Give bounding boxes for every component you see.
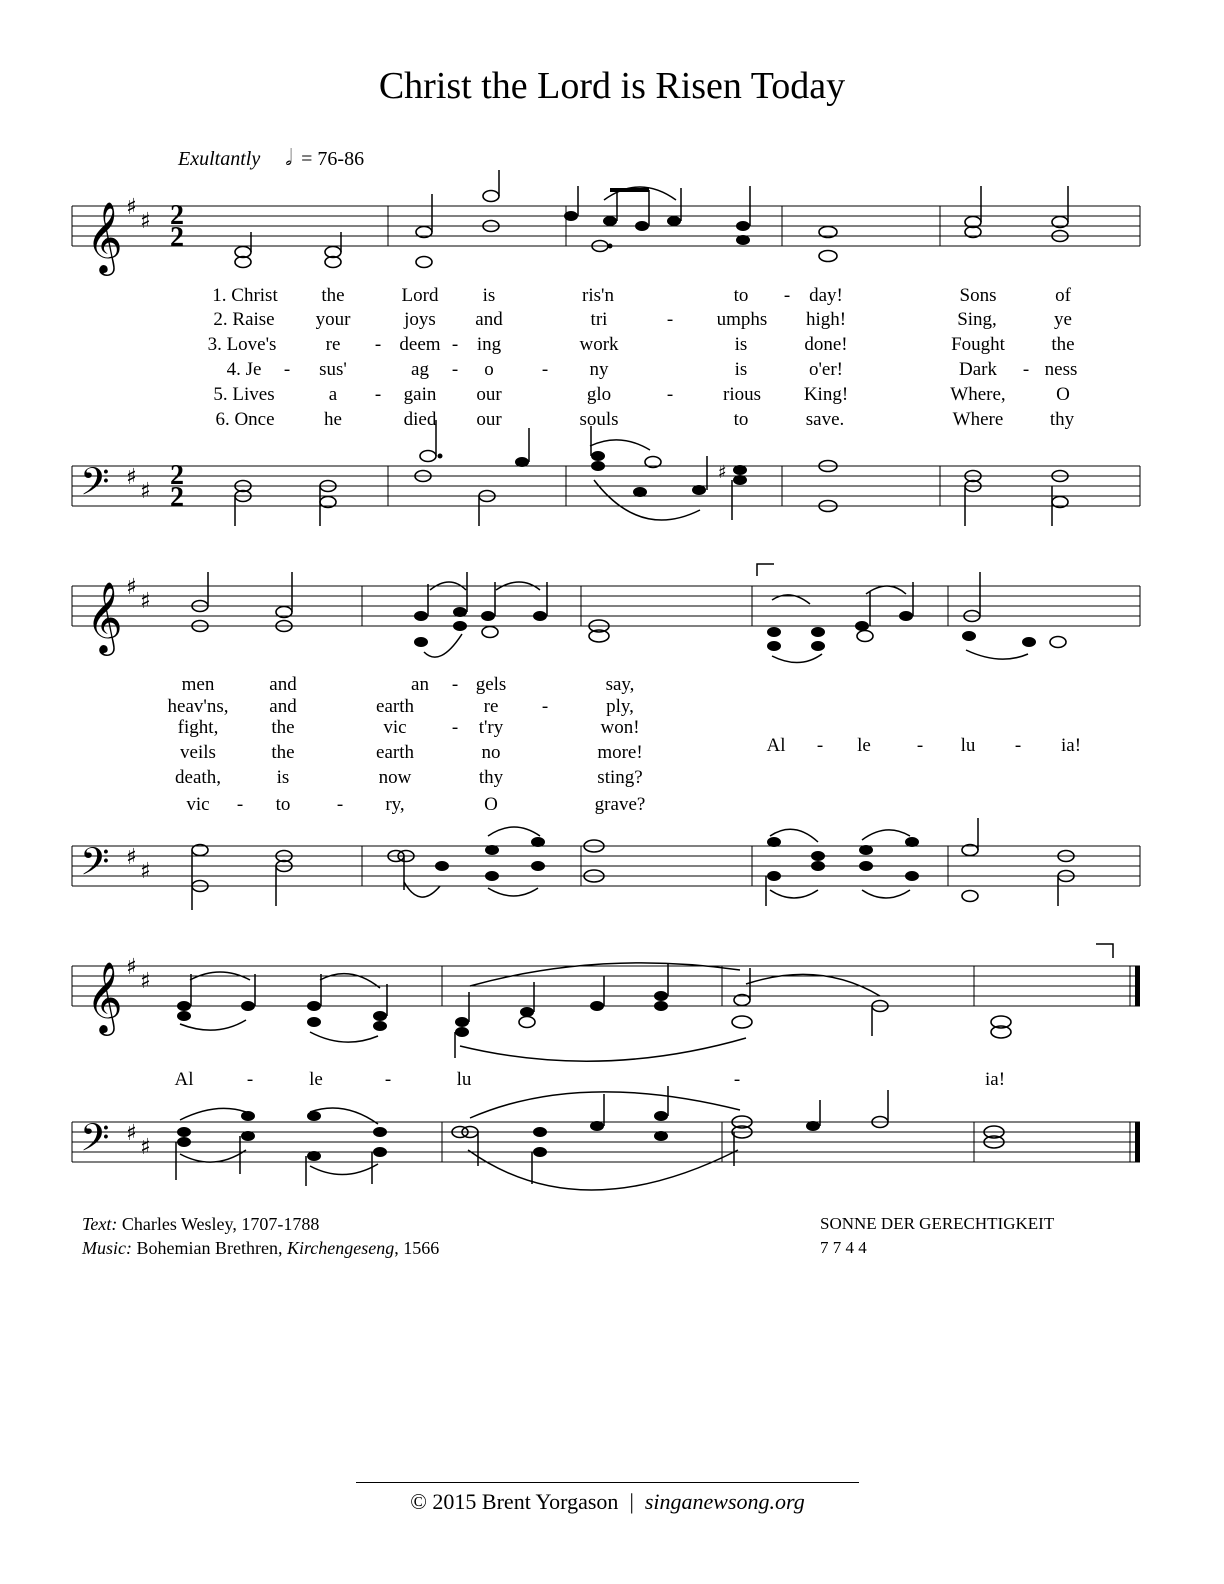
text-credit: Text: Charles Wesley, 1707-1788 bbox=[82, 1214, 320, 1234]
svg-text:♯: ♯ bbox=[140, 859, 151, 884]
verse-5-line-2: death, is now thy sting? bbox=[175, 767, 643, 788]
verse-2-line-2: heav'ns, and earth re - ply, bbox=[167, 696, 634, 717]
page-footer bbox=[356, 1482, 859, 1515]
footer-separator: | bbox=[629, 1489, 634, 1514]
tune-info bbox=[820, 1212, 1054, 1260]
verse-5-line-1: 5. Lives a - gain our glo - rious King! Where, O bbox=[213, 384, 1070, 405]
hymn-credits bbox=[82, 1212, 439, 1260]
svg-text:2: 2 bbox=[170, 222, 184, 253]
svg-text:♯: ♯ bbox=[140, 479, 151, 504]
svg-text:♯: ♯ bbox=[126, 195, 137, 220]
tempo-bpm: = 76-86 bbox=[301, 148, 365, 170]
website-link[interactable]: singanewsong.org bbox=[644, 1489, 805, 1514]
svg-text:♯: ♯ bbox=[140, 1135, 151, 1160]
verse-4-line-2: veils the earth no more! bbox=[180, 742, 643, 763]
tempo-word: Exultantly bbox=[178, 148, 261, 170]
svg-text:♯: ♯ bbox=[140, 969, 151, 994]
svg-text:𝄞: 𝄞 bbox=[86, 580, 123, 653]
tune-name: SONNE DER GERECHTIGKEIT bbox=[820, 1214, 1055, 1233]
svg-text:𝄢: 𝄢 bbox=[80, 839, 110, 893]
svg-text:𝄢: 𝄢 bbox=[80, 459, 110, 513]
svg-text:♯: ♯ bbox=[126, 1121, 137, 1146]
svg-text:♯: ♯ bbox=[126, 575, 137, 600]
svg-text:♯: ♯ bbox=[140, 209, 151, 234]
verse-2-line-1: 2. Raise your joys and tri - umphs high! Sing, ye bbox=[213, 309, 1072, 330]
svg-text:♯: ♯ bbox=[718, 462, 727, 483]
svg-text:♯: ♯ bbox=[126, 845, 137, 870]
half-note-icon: 𝅗𝅥 bbox=[285, 145, 293, 170]
alleluia-refrain-1: Al - le - lu - ia! bbox=[766, 735, 1082, 756]
svg-text:𝄞: 𝄞 bbox=[86, 960, 123, 1033]
alleluia-refrain-2: Al - le - lu - ia! bbox=[174, 1069, 1006, 1090]
verse-1-line-1: 1. Christ the Lord is ris'n to - day! Sons of bbox=[212, 285, 1071, 306]
verse-4-line-1: 4. Je - sus' ag - o - ny is o'er! Dark - ness bbox=[226, 359, 1078, 380]
tune-meter: 7 7 4 4 bbox=[820, 1238, 867, 1257]
svg-text:♯: ♯ bbox=[140, 589, 151, 614]
svg-text:𝄞: 𝄞 bbox=[86, 200, 123, 273]
svg-text:♯: ♯ bbox=[126, 465, 137, 490]
tempo-marking bbox=[178, 145, 364, 171]
copyright: © 2015 Brent Yorgason bbox=[410, 1489, 619, 1514]
svg-text:♯: ♯ bbox=[126, 955, 137, 980]
hymn-title: Christ the Lord is Risen Today bbox=[378, 65, 846, 107]
music-credit: Music: Bohemian Brethren, Kirchengeseng, 1566 bbox=[82, 1238, 440, 1258]
verse-1-line-2: men and an - gels say, bbox=[181, 674, 635, 695]
svg-text:𝄢: 𝄢 bbox=[80, 1115, 110, 1169]
svg-text:2: 2 bbox=[170, 200, 184, 231]
verse-3-line-1: 3. Love's re - deem - ing work is done! Fought the bbox=[207, 334, 1075, 355]
svg-text:2: 2 bbox=[170, 460, 184, 491]
svg-text:2: 2 bbox=[170, 482, 184, 513]
verse-6-line-1: 6. Once he died our souls to save. Where thy bbox=[215, 409, 1075, 430]
verse-3-line-2: fight, the vic - t'ry won! bbox=[177, 717, 640, 738]
verse-6-line-2: vic - to - ry, O grave? bbox=[186, 794, 646, 815]
